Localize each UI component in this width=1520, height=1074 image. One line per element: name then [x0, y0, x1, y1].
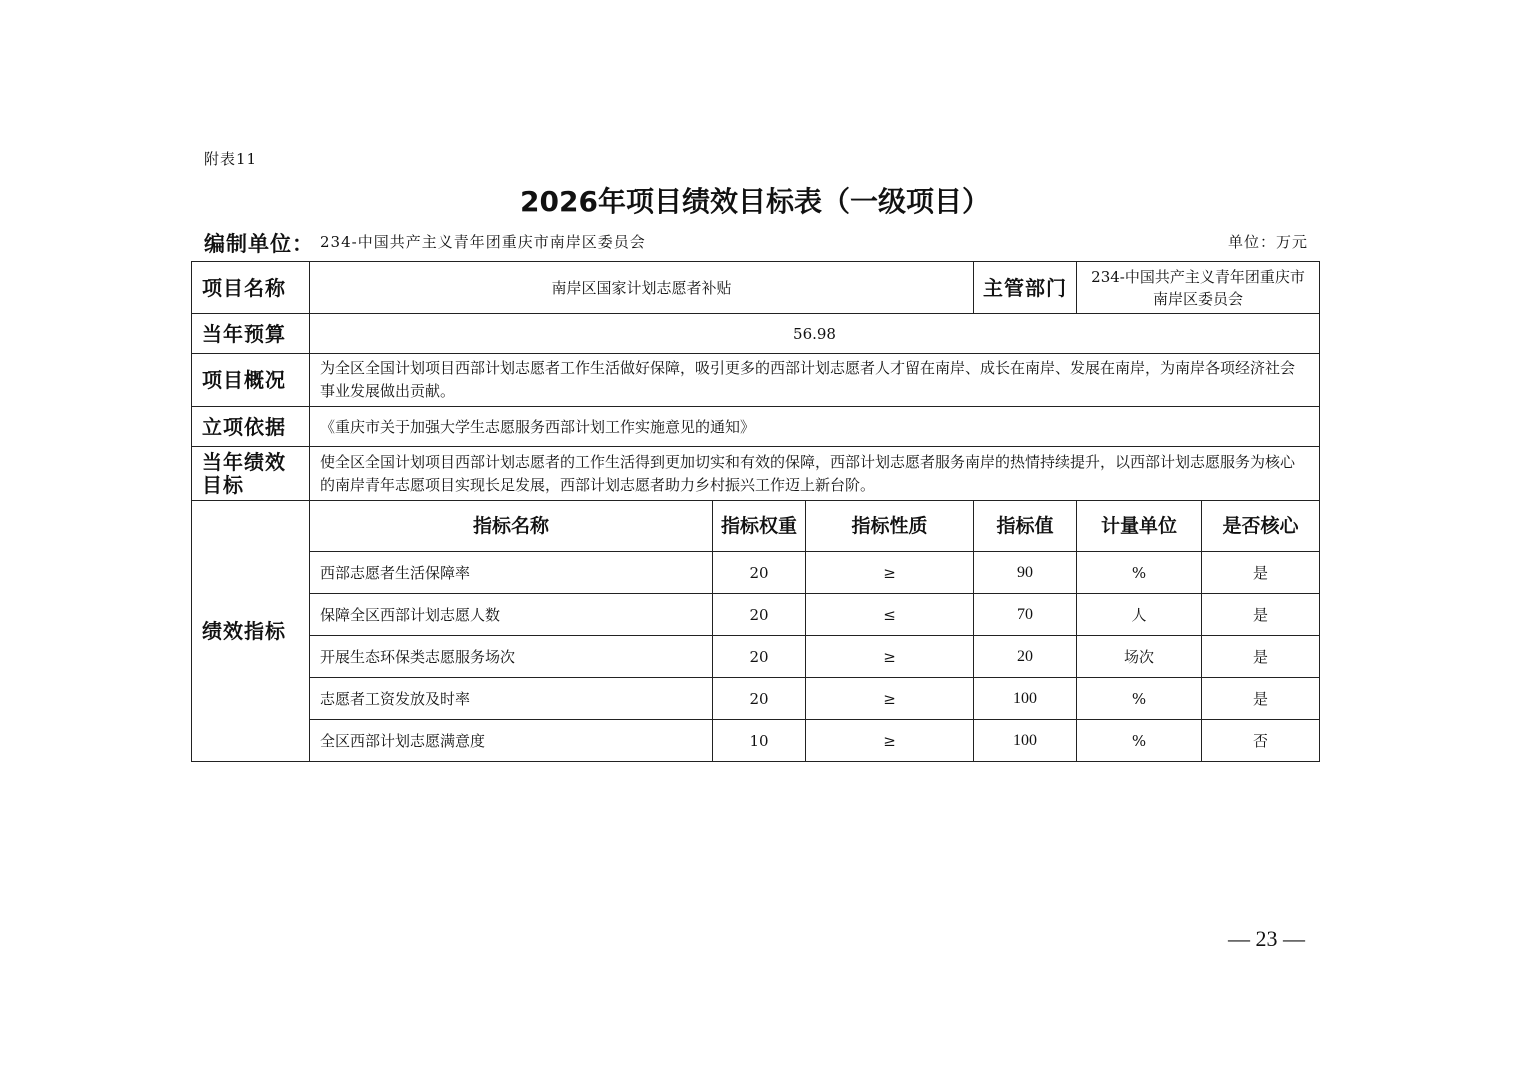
basis-text: 《重庆市关于加强大学生志愿服务西部计划工作实施意见的通知》	[310, 407, 1320, 447]
project-name: 南岸区国家计划志愿者补贴	[310, 262, 974, 314]
indicator-nature: ≥	[806, 552, 974, 594]
indicator-weight: 20	[713, 678, 806, 720]
row-goal	[192, 447, 1320, 501]
indicators-label: 绩效指标	[192, 501, 310, 762]
indicator-name: 开展生态环保类志愿服务场次	[310, 636, 713, 678]
indicator-unit: 场次	[1077, 636, 1202, 678]
header-unit: 计量单位	[1077, 501, 1202, 552]
indicator-name: 志愿者工资发放及时率	[310, 678, 713, 720]
indicator-nature: ≥	[806, 720, 974, 762]
indicator-weight: 20	[713, 594, 806, 636]
indicator-row	[192, 594, 1320, 636]
indicator-row	[192, 678, 1320, 720]
performance-table	[191, 261, 1320, 762]
budget-value: 56.98	[310, 314, 1320, 354]
org-value: 234-中国共产主义青年团重庆市南岸区委员会	[320, 233, 646, 251]
indicator-row	[192, 636, 1320, 678]
indicator-core: 是	[1202, 594, 1320, 636]
dept-value: 234-中国共产主义青年团重庆市南岸区委员会	[1077, 262, 1320, 314]
indicator-nature: ≥	[806, 678, 974, 720]
indicator-name: 西部志愿者生活保障率	[310, 552, 713, 594]
header-nature: 指标性质	[806, 501, 974, 552]
indicator-core: 是	[1202, 636, 1320, 678]
indicator-weight: 10	[713, 720, 806, 762]
indicator-core: 是	[1202, 552, 1320, 594]
org-label: 编制单位：	[204, 232, 314, 256]
indicator-header-row	[192, 501, 1320, 552]
indicator-value: 100	[974, 720, 1077, 762]
indicator-unit: %	[1077, 720, 1202, 762]
annex-label: 附表11	[204, 150, 258, 168]
org-row	[204, 228, 1308, 254]
header-value: 指标值	[974, 501, 1077, 552]
row-project-name	[192, 262, 1320, 314]
indicator-unit: %	[1077, 552, 1202, 594]
unit-label: 单位：万元	[1227, 233, 1308, 251]
indicator-weight: 20	[713, 636, 806, 678]
indicator-unit: 人	[1077, 594, 1202, 636]
indicator-weight: 20	[713, 552, 806, 594]
basis-label: 立项依据	[192, 407, 310, 447]
overview-text: 为全区全国计划项目西部计划志愿者工作生活做好保障，吸引更多的西部计划志愿者人才留在南岸、成长在南岸、发展在南岸，为南岸各项经济社会事业发展做出贡献。	[310, 354, 1320, 407]
indicator-value: 20	[974, 636, 1077, 678]
row-overview	[192, 354, 1320, 407]
indicator-row	[192, 720, 1320, 762]
document-title: 2026年项目绩效目标表（一级项目）	[520, 185, 990, 218]
overview-label: 项目概况	[192, 354, 310, 407]
goal-text: 使全区全国计划项目西部计划志愿者的工作生活得到更加切实和有效的保障，西部计划志愿者服务南岸的热情持续提升，以西部计划志愿服务为核心的南岸青年志愿项目实现长足发展，西部计划志愿者助力乡村振兴工作迈上新台阶。	[310, 447, 1320, 501]
header-name: 指标名称	[310, 501, 713, 552]
dept-label: 主管部门	[974, 262, 1077, 314]
row-budget	[192, 314, 1320, 354]
indicator-nature: ≥	[806, 636, 974, 678]
indicator-value: 90	[974, 552, 1077, 594]
indicator-value: 100	[974, 678, 1077, 720]
indicator-unit: %	[1077, 678, 1202, 720]
indicator-name: 保障全区西部计划志愿人数	[310, 594, 713, 636]
header-core: 是否核心	[1202, 501, 1320, 552]
budget-label: 当年预算	[192, 314, 310, 354]
indicator-value: 70	[974, 594, 1077, 636]
header-weight: 指标权重	[713, 501, 806, 552]
project-name-label: 项目名称	[192, 262, 310, 314]
goal-label: 当年绩效目标	[192, 447, 310, 501]
indicator-nature: ≤	[806, 594, 974, 636]
indicator-core: 否	[1202, 720, 1320, 762]
indicator-row	[192, 552, 1320, 594]
page-number: — 23 —	[1228, 926, 1305, 951]
indicator-core: 是	[1202, 678, 1320, 720]
indicator-name: 全区西部计划志愿满意度	[310, 720, 713, 762]
row-basis	[192, 407, 1320, 447]
